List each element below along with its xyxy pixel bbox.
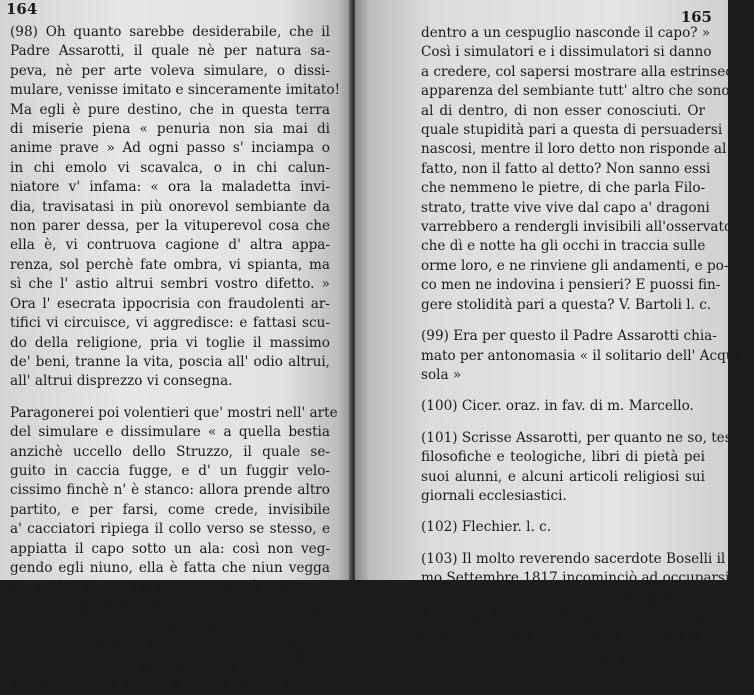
text-line: varrebbero a rendergli invisibili all'osservatore, [421, 219, 751, 236]
text-line: del simulare e dissimulare « a quella bestia [10, 424, 330, 441]
text-line: non parer dessa, per la vituperevol cosa che [10, 218, 330, 235]
text-line: entro le frondi, avvisandosi mattamente di [10, 618, 330, 635]
page-number: 165 [680, 8, 712, 26]
text-line: lui; così il poeta. Lo storico poi, più verisimil- [10, 579, 330, 596]
text-line: in chi emolo vi scavalca, o in chi calun- [10, 159, 330, 176]
text-line: niatore v' infama: « ora la maladetta invi- [10, 179, 330, 196]
text-line: (98) Oh quanto sarebbe desiderabile, che il [10, 24, 330, 40]
text-line: renza, sol perchè fate ombra, vi spianta, ma [10, 256, 330, 273]
text-line: (101) Scrisse Assarotti, per quanto ne so, tesi [421, 429, 737, 446]
text-line: de' beni, tranne la vita, poscia all' odio altrui, [10, 353, 330, 370]
text-line: filosofiche e teologiche, libri di pietà pei [421, 449, 705, 466]
page-number: 164 [6, 0, 38, 18]
text-line: Paragonerei poi volentieri que' mostri nell' arte [10, 404, 338, 421]
text-line: coabitato col ligure istitutore, vantaggio in- [421, 628, 722, 645]
text-line: anime prave » Ad ogni passo s' inciampa o [10, 140, 330, 157]
text-line: fatto, non il fatto al detto? Non sanno essi [421, 160, 711, 177]
text-line: strato, tratte vive vive dal capo a' dragoni [421, 199, 710, 216]
text-line: al di dentro, di non esser conosciuti. Or [421, 102, 705, 119]
text-line: suoi alunni, e alcuni articoli religiosi sui [421, 468, 705, 485]
text-line: che nemmeno le pietre, di che parla Filo- [421, 180, 706, 197]
text-line: mente ci ha detto, che nasconde il collo per [10, 598, 330, 615]
text-line: ella è, vi contruova cagione d' altra appa- [10, 237, 330, 254]
paragraph-continuation [421, 24, 751, 315]
text-line: peva, nè per arte voleva simulare, o dissi- [10, 62, 330, 79]
text-line: appiatta il capo sotto un ala: così non veg- [10, 540, 330, 557]
text-line: Padre Assarotti, il quale nè per natura sa- [10, 43, 330, 60]
footnote-99 [421, 327, 743, 385]
text-line: nascosi, mentre il loro detto non risponde al [421, 141, 727, 158]
right-page-text [421, 24, 754, 666]
footnote-100 [421, 397, 705, 416]
paragraph [10, 404, 339, 695]
text-line: non esser veduto. « Puossi fingere stolidità pari [10, 637, 339, 654]
text-line: Assarotti. Sin da quell'epoca egli ha sempre [421, 608, 725, 625]
text-line: mulare, venisse imitato e sinceramente imitato! [10, 82, 341, 99]
text-line: calcolabile per l' istituto, sia per ciò che spetta [421, 647, 744, 664]
text-line: (100) Cicer. oraz. in fav. di m. Marcello. [421, 398, 694, 415]
text-line: cissimo finchè n' è stanco: allora prende altro [10, 482, 330, 499]
text-line: a questa? Un così gran pezzo di bestia imma- [10, 657, 330, 673]
text-line: (103) Il molto reverendo sacerdote Boselli il pri- [421, 550, 754, 567]
text-line: gendo egli niuno, ella è fatta che niun vegga [10, 559, 330, 576]
footnote-101 [421, 429, 737, 507]
text-line: di miserie piena « penuria non sia mai di [10, 121, 330, 138]
text-line: (99) Era per questo il Padre Assarotti chia- [421, 328, 717, 345]
text-line: (102) Flechier. l. c. [421, 519, 552, 536]
text-line: sola » [421, 366, 462, 383]
right-page [355, 0, 754, 664]
text-line: ginarsi nascosa dentro a un cespuglio, perchè [10, 676, 330, 693]
text-line: a credere, col sapersi mostrare alla estrinseca [421, 63, 741, 80]
text-line: mato per antonomasia « il solitario dell' Acqua [421, 347, 743, 364]
text-line: gere stolidità pari a questa? V. Bartoli l. c. [421, 296, 712, 313]
text-line: giornali ecclesiastici. [421, 487, 567, 504]
text-line: apparenza del sembiante tutt' altro che sono [421, 83, 730, 100]
text-line: all' altrui disprezzo vi consegna. [10, 373, 233, 390]
text-line: tifici vi circuisce, vi aggredisce: e fattasi scu- [10, 315, 330, 332]
footnote-103 [421, 550, 754, 666]
text-line: anzichè uccello dello Struzzo, il quale se- [10, 443, 330, 460]
text-line: Ora l' esecrata ippocrisia con fraudolenti ar- [10, 295, 330, 312]
text-line: dia, travisatasi in più onorevol sembiante da [10, 198, 330, 215]
text-line: do della religione, pria vi toglie il massimo [10, 334, 330, 351]
footnote-98 [10, 23, 341, 392]
text-line: partito, e per farsi, come crede, invisibile [10, 501, 330, 518]
text-line: dell' istruzione de' sordo-muti sotto il Padre [421, 589, 723, 606]
text-line: Così i simulatori e i dissimulatori si danno [421, 44, 712, 61]
text-line: dentro a un cespuglio nasconde il capo? » [421, 25, 711, 41]
text-line: sì che l' astio altrui sembri vostro difetto. » [10, 276, 330, 293]
text-line: orme loro, e ne rinviene gli andamenti, e po- [421, 257, 729, 274]
text-line: guito in caccia fugge, e d' un fuggir velo- [10, 462, 330, 479]
text-line: Ma egli è pure destino, che in questa terra [10, 101, 330, 118]
footnote-102 [421, 518, 705, 537]
left-page-text [10, 16, 341, 695]
text-line: a' cacciatori ripiega il collo verso se stesso, e [10, 521, 330, 538]
left-page [0, 0, 352, 693]
text-line: che dì e notte ha gli occhi in traccia sulle [421, 238, 706, 255]
text-line: co men ne indovina i pensieri? E puossi fin- [421, 277, 721, 294]
text-line: quale stupidità pari a questa di persuadersi [421, 122, 723, 139]
text-line: mo Settembre 1817 incominciò ad occuparsi [421, 570, 730, 587]
